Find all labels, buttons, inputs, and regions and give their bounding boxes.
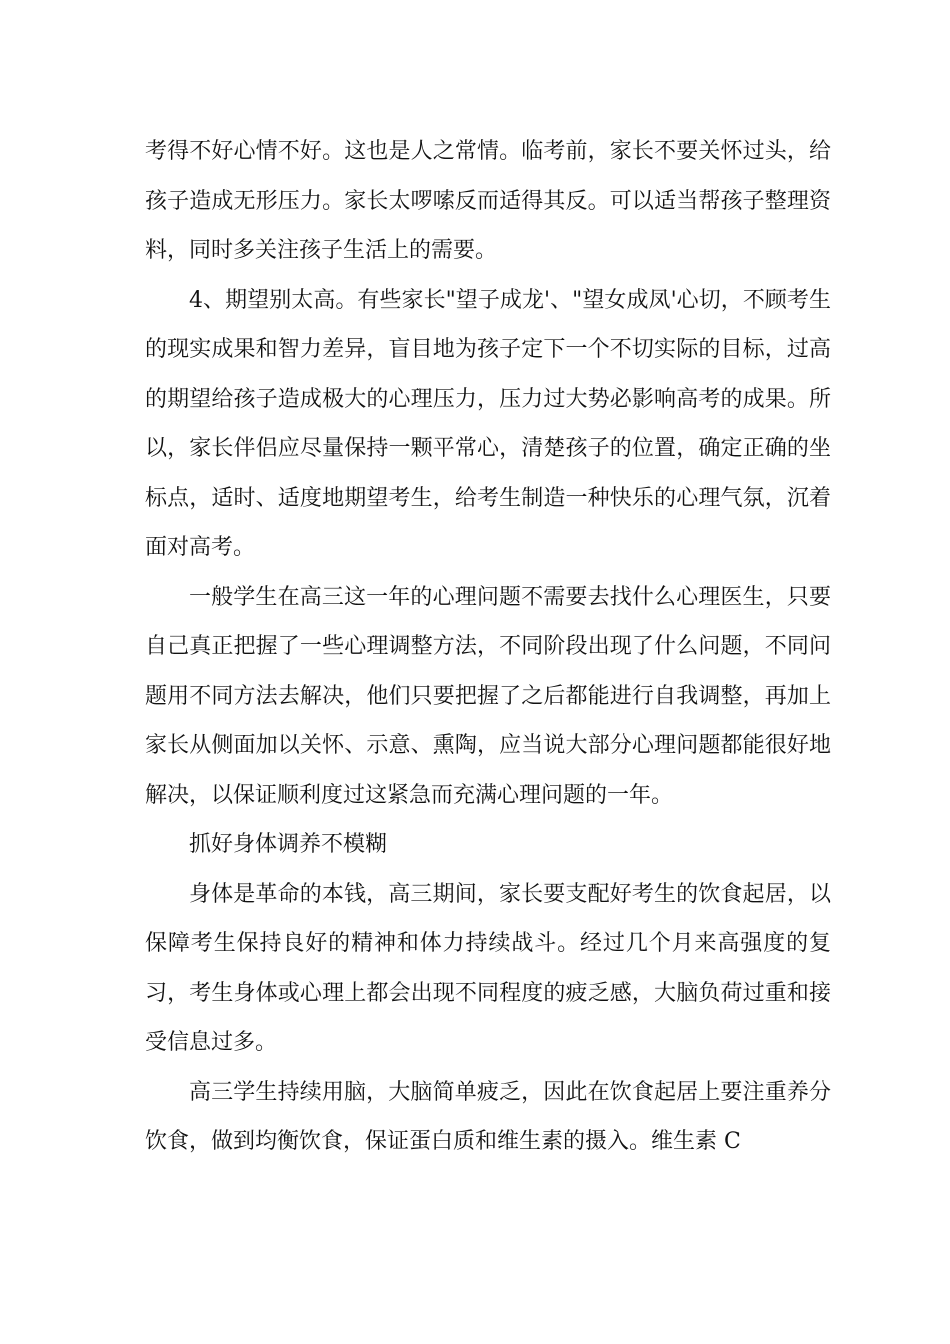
paragraph-health: 身体是革命的本钱，高三期间，家长要支配好考生的饮食起居，以保障考生保持良好的精神和体力持续战斗。经过几个月来高强度的复习，考生身体或心理上都会出现不同程度的疲乏感，大脑负荷过重和接受信息过多。 — [145, 881, 831, 1055]
paragraph-continuation: 考得不好心情不好。这也是人之常情。临考前，家长不要关怀过头，给孩子造成无形压力。家长太啰嗦反而适得其反。可以适当帮孩子整理资料，同时多关注孩子生活上的需要。 — [145, 139, 831, 263]
paragraph-psychology: 一般学生在高三这一年的心理问题不需要去找什么心理医生，只要自己真正把握了一些心理调整方法，不同阶段出现了什么问题，不同问题用不同方法去解决，他们只要把握了之后都能进行自我调整，再加上家长从侧面加以关怀、示意、熏陶，应当说大部分心理问题都能很好地解决，以保证顺利度过这紧急而充满心理问题的一年。 — [145, 584, 831, 808]
section-heading: 抓好身体调养不模糊 — [189, 832, 388, 857]
document-body — [145, 127, 831, 1167]
paragraph-expectation: 4、期望别太高。有些家长"望子成龙'、"望女成凤'心切，不顾考生的现实成果和智力差异，盲目地为孩子定下一个不切实际的目标，过高的期望给孩子造成极大的心理压力，压力过大势必影响高考的成果。所以，家长伴侣应尽量保持一颗平常心，清楚孩子的位置，确定正确的坐标点，适时、适度地期望考生，给考生制造一种快乐的心理气氛，沉着面对高考。 — [145, 287, 831, 560]
paragraph-nutrition: 高三学生持续用脑，大脑简单疲乏，因此在饮食起居上要注重养分饮食，做到均衡饮食，保证蛋白质和维生素的摄入。维生素 C — [145, 1079, 831, 1154]
